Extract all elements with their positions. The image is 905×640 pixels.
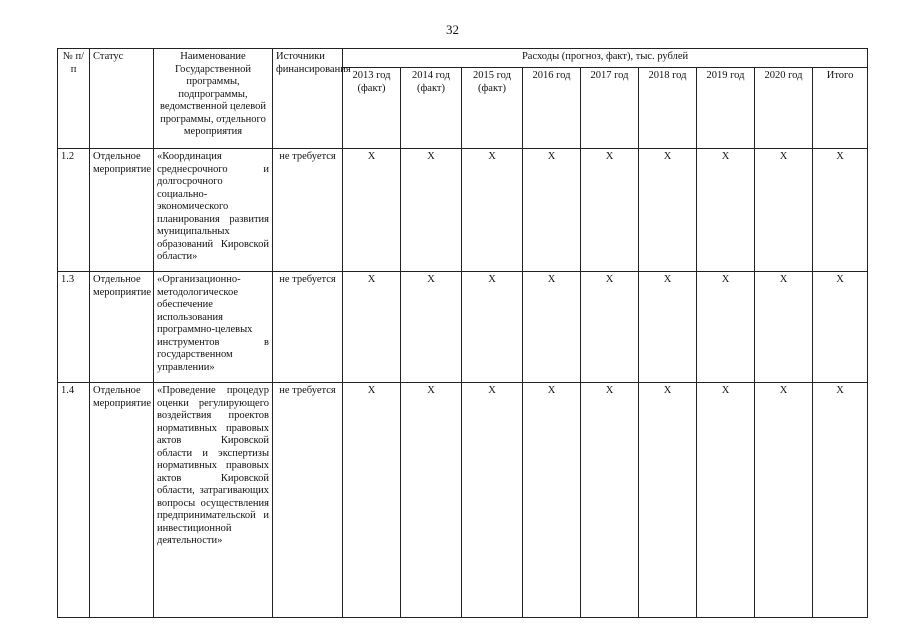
header-year-2015: 2015 год (факт) xyxy=(462,68,523,149)
header-year-2020: 2020 год xyxy=(755,68,813,149)
row-value-2017: X xyxy=(581,383,639,618)
row-number: 1.4 xyxy=(58,383,90,618)
row-value-2020: X xyxy=(755,272,813,383)
row-value-total: X xyxy=(813,149,868,272)
table-header-row xyxy=(58,49,868,68)
header-year-2016: 2016 год xyxy=(523,68,581,149)
row-value-2020: X xyxy=(755,149,813,272)
row-value-2013: X xyxy=(343,149,401,272)
row-value-2020: X xyxy=(755,383,813,618)
row-number: 1.3 xyxy=(58,272,90,383)
row-status: Отдельное мероприятие xyxy=(90,383,154,618)
header-status: Статус xyxy=(90,49,154,149)
row-value-2018: X xyxy=(639,272,697,383)
row-value-total: X xyxy=(813,272,868,383)
row-value-2014: X xyxy=(401,272,462,383)
header-year-2014: 2014 год (факт) xyxy=(401,68,462,149)
row-value-total: X xyxy=(813,383,868,618)
row-value-2014: X xyxy=(401,149,462,272)
header-source: Источники финансирования xyxy=(273,49,343,149)
row-value-2016: X xyxy=(523,383,581,618)
row-status: Отдельное мероприятие xyxy=(90,149,154,272)
row-name: «Организационно-методологическое обеспечение использования программно-целевых инструментов в государственном управлении» xyxy=(154,272,273,383)
row-source: не требуется xyxy=(273,149,343,272)
row-source: не требуется xyxy=(273,383,343,618)
table-row xyxy=(58,383,868,618)
row-value-2017: X xyxy=(581,149,639,272)
row-value-2013: X xyxy=(343,272,401,383)
row-source: не требуется xyxy=(273,272,343,383)
row-value-2019: X xyxy=(697,383,755,618)
row-name: «Координация среднесрочного и долгосрочного социально-экономического планирования развития муниципальных образований Кировской области» xyxy=(154,149,273,272)
row-value-2016: X xyxy=(523,149,581,272)
row-value-2017: X xyxy=(581,272,639,383)
row-value-2018: X xyxy=(639,149,697,272)
header-total: Итого xyxy=(813,68,868,149)
row-value-2019: X xyxy=(697,149,755,272)
row-name: «Проведение процедур оценки регулирующего воздействия проектов нормативных правовых актов Кировской области и экспертизы нормативных правовых актов Кировской области, затрагивающих вопросы осуществления предпринимательской и инвестиционной деятельности» xyxy=(154,383,273,618)
row-value-2015: X xyxy=(462,272,523,383)
header-year-2018: 2018 год xyxy=(639,68,697,149)
header-expenses-group: Расходы (прогноз, факт), тыс. рублей xyxy=(343,49,868,68)
row-status: Отдельное мероприятие xyxy=(90,272,154,383)
header-num: № п/п xyxy=(58,49,90,149)
row-value-2015: X xyxy=(462,149,523,272)
header-year-2017: 2017 год xyxy=(581,68,639,149)
table-row xyxy=(58,149,868,272)
header-name: Наименование Государственной программы, подпрограммы, ведомственной целевой программы, отдельного мероприятия xyxy=(154,49,273,149)
row-value-2016: X xyxy=(523,272,581,383)
row-value-2013: X xyxy=(343,383,401,618)
row-number: 1.2 xyxy=(58,149,90,272)
page-number: 32 xyxy=(446,22,459,37)
header-year-2019: 2019 год xyxy=(697,68,755,149)
expenses-table xyxy=(57,48,868,618)
row-value-2015: X xyxy=(462,383,523,618)
header-year-2013: 2013 год (факт) xyxy=(343,68,401,149)
row-value-2018: X xyxy=(639,383,697,618)
row-value-2019: X xyxy=(697,272,755,383)
table-row xyxy=(58,272,868,383)
row-value-2014: X xyxy=(401,383,462,618)
